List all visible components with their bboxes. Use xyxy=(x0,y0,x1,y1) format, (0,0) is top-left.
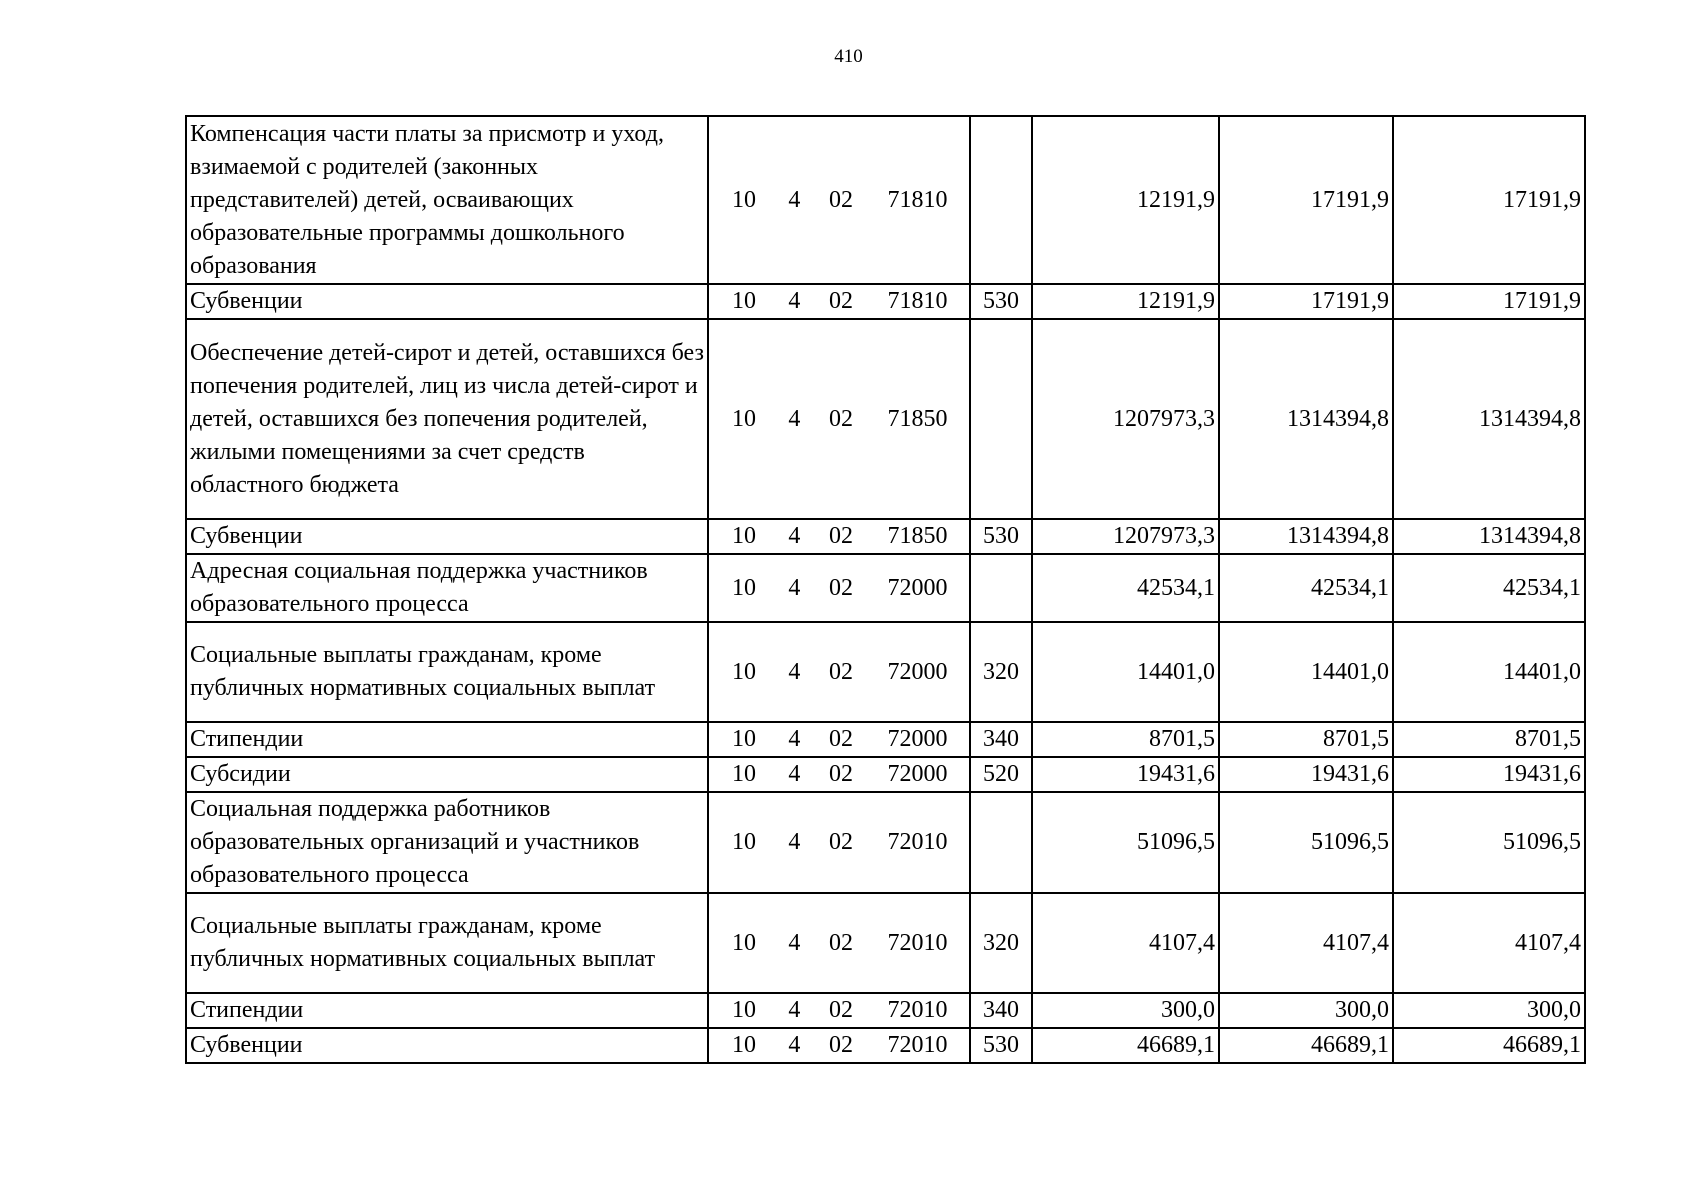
expense-type: 530 xyxy=(970,1028,1032,1063)
table-row xyxy=(186,519,1585,554)
row-name: Компенсация части платы за присмотр и уход, взимаемой с родителей (законных представителей) детей, осваивающих образовательные программы дошкольного образования xyxy=(186,116,708,284)
amount-year-3: 4107,4 xyxy=(1393,893,1585,993)
expense-type: 340 xyxy=(970,722,1032,757)
code-section: 10 xyxy=(731,1032,756,1058)
row-codes xyxy=(708,722,970,757)
code-program: 02 xyxy=(828,829,853,855)
row-codes xyxy=(708,554,970,622)
row-name: Субвенции xyxy=(186,1028,708,1063)
code-section: 10 xyxy=(731,929,756,956)
code-program: 02 xyxy=(828,523,853,549)
table-row xyxy=(186,722,1585,757)
amount-year-3: 51096,5 xyxy=(1393,792,1585,893)
code-subsection: 4 xyxy=(788,574,801,601)
table-row xyxy=(186,757,1585,792)
code-subsection: 4 xyxy=(788,405,801,432)
row-name: Субвенции xyxy=(186,284,708,319)
expense-type xyxy=(970,792,1032,893)
amount-year-1: 1207973,3 xyxy=(1032,319,1219,519)
expense-type xyxy=(970,116,1032,284)
amount-year-3: 19431,6 xyxy=(1393,757,1585,792)
code-section: 10 xyxy=(731,574,756,601)
code-subsection: 4 xyxy=(788,997,801,1023)
amount-year-2: 14401,0 xyxy=(1219,622,1393,722)
code-target: 72010 xyxy=(887,997,948,1023)
expense-type xyxy=(970,554,1032,622)
code-target: 71850 xyxy=(887,523,948,549)
table-row xyxy=(186,319,1585,519)
code-section: 10 xyxy=(731,405,756,432)
amount-year-3: 46689,1 xyxy=(1393,1028,1585,1063)
code-subsection: 4 xyxy=(788,658,801,685)
row-name: Стипендии xyxy=(186,993,708,1028)
code-program: 02 xyxy=(828,726,853,752)
code-target: 72000 xyxy=(887,761,948,787)
table-row xyxy=(186,622,1585,722)
expense-type: 320 xyxy=(970,893,1032,993)
code-section: 10 xyxy=(731,523,756,549)
row-codes xyxy=(708,993,970,1028)
code-target: 71810 xyxy=(887,186,948,213)
amount-year-2: 19431,6 xyxy=(1219,757,1393,792)
row-name: Стипендии xyxy=(186,722,708,757)
row-name: Социальные выплаты гражданам, кроме публичных нормативных социальных выплат xyxy=(186,893,708,993)
expense-type: 530 xyxy=(970,284,1032,319)
amount-year-1: 8701,5 xyxy=(1032,722,1219,757)
amount-year-3: 17191,9 xyxy=(1393,284,1585,319)
code-section: 10 xyxy=(731,997,756,1023)
amount-year-1: 300,0 xyxy=(1032,993,1219,1028)
code-subsection: 4 xyxy=(788,829,801,855)
row-codes xyxy=(708,284,970,319)
code-target: 72010 xyxy=(887,929,948,956)
code-section: 10 xyxy=(731,288,756,314)
amount-year-3: 17191,9 xyxy=(1393,116,1585,284)
amount-year-3: 1314394,8 xyxy=(1393,519,1585,554)
code-section: 10 xyxy=(731,761,756,787)
code-target: 72000 xyxy=(887,574,948,601)
amount-year-2: 4107,4 xyxy=(1219,893,1393,993)
row-name: Обеспечение детей-сирот и детей, оставшихся без попечения родителей, лиц из числа детей-сирот и детей, оставшихся без попечения родителей, жилыми помещениями за счет средств областного бюджета xyxy=(186,319,708,519)
amount-year-2: 300,0 xyxy=(1219,993,1393,1028)
amount-year-2: 1314394,8 xyxy=(1219,519,1393,554)
table-row xyxy=(186,893,1585,993)
amount-year-1: 1207973,3 xyxy=(1032,519,1219,554)
code-section: 10 xyxy=(731,726,756,752)
row-codes xyxy=(708,792,970,893)
code-program: 02 xyxy=(828,761,853,787)
code-section: 10 xyxy=(731,186,756,213)
expense-type: 320 xyxy=(970,622,1032,722)
row-codes xyxy=(708,893,970,993)
amount-year-1: 12191,9 xyxy=(1032,284,1219,319)
expense-type: 340 xyxy=(970,993,1032,1028)
table-row xyxy=(186,554,1585,622)
row-codes xyxy=(708,519,970,554)
code-program: 02 xyxy=(828,288,853,314)
code-subsection: 4 xyxy=(788,726,801,752)
amount-year-3: 1314394,8 xyxy=(1393,319,1585,519)
table-row xyxy=(186,993,1585,1028)
budget-table xyxy=(185,115,1586,1064)
code-subsection: 4 xyxy=(788,523,801,549)
code-target: 72000 xyxy=(887,726,948,752)
code-program: 02 xyxy=(828,929,853,956)
amount-year-1: 4107,4 xyxy=(1032,893,1219,993)
code-program: 02 xyxy=(828,1032,853,1058)
amount-year-2: 17191,9 xyxy=(1219,284,1393,319)
code-target: 71850 xyxy=(887,405,948,432)
amount-year-3: 8701,5 xyxy=(1393,722,1585,757)
table-row xyxy=(186,792,1585,893)
amount-year-2: 51096,5 xyxy=(1219,792,1393,893)
row-name: Социальная поддержка работников образовательных организаций и участников образовательного процесса xyxy=(186,792,708,893)
expense-type: 530 xyxy=(970,519,1032,554)
page-number: 410 xyxy=(834,46,863,67)
amount-year-1: 14401,0 xyxy=(1032,622,1219,722)
row-codes xyxy=(708,116,970,284)
code-target: 72010 xyxy=(887,1032,948,1058)
amount-year-1: 51096,5 xyxy=(1032,792,1219,893)
row-name: Адресная социальная поддержка участников образовательного процесса xyxy=(186,554,708,622)
code-subsection: 4 xyxy=(788,929,801,956)
amount-year-3: 42534,1 xyxy=(1393,554,1585,622)
code-subsection: 4 xyxy=(788,288,801,314)
code-subsection: 4 xyxy=(788,186,801,213)
amount-year-1: 19431,6 xyxy=(1032,757,1219,792)
row-codes xyxy=(708,319,970,519)
table-row xyxy=(186,1028,1585,1063)
amount-year-2: 1314394,8 xyxy=(1219,319,1393,519)
code-subsection: 4 xyxy=(788,761,801,787)
code-target: 71810 xyxy=(887,288,948,314)
amount-year-1: 12191,9 xyxy=(1032,116,1219,284)
amount-year-2: 42534,1 xyxy=(1219,554,1393,622)
amount-year-1: 46689,1 xyxy=(1032,1028,1219,1063)
code-program: 02 xyxy=(828,997,853,1023)
row-codes xyxy=(708,1028,970,1063)
code-target: 72000 xyxy=(887,658,948,685)
amount-year-2: 17191,9 xyxy=(1219,116,1393,284)
code-program: 02 xyxy=(828,405,853,432)
row-codes xyxy=(708,757,970,792)
code-program: 02 xyxy=(828,574,853,601)
amount-year-2: 8701,5 xyxy=(1219,722,1393,757)
table-row xyxy=(186,116,1585,284)
table-row xyxy=(186,284,1585,319)
amount-year-3: 300,0 xyxy=(1393,993,1585,1028)
amount-year-2: 46689,1 xyxy=(1219,1028,1393,1063)
row-name: Субвенции xyxy=(186,519,708,554)
row-name: Социальные выплаты гражданам, кроме публичных нормативных социальных выплат xyxy=(186,622,708,722)
code-target: 72010 xyxy=(887,829,948,855)
code-program: 02 xyxy=(828,186,853,213)
amount-year-1: 42534,1 xyxy=(1032,554,1219,622)
code-section: 10 xyxy=(731,829,756,855)
row-codes xyxy=(708,622,970,722)
code-program: 02 xyxy=(828,658,853,685)
row-name: Субсидии xyxy=(186,757,708,792)
expense-type xyxy=(970,319,1032,519)
expense-type: 520 xyxy=(970,757,1032,792)
code-subsection: 4 xyxy=(788,1032,801,1058)
code-section: 10 xyxy=(731,658,756,685)
amount-year-3: 14401,0 xyxy=(1393,622,1585,722)
